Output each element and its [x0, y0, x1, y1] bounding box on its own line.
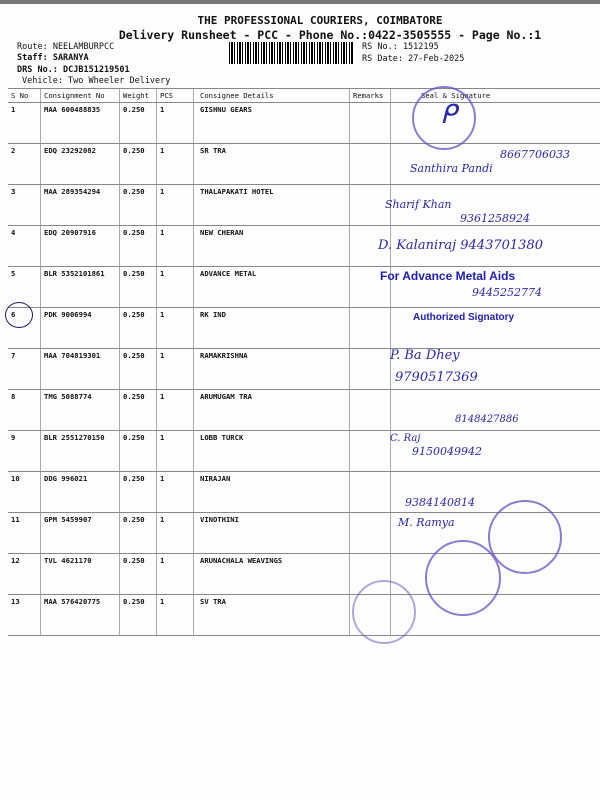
table-row	[8, 431, 600, 472]
row-remarks	[350, 144, 391, 185]
row-consignee: ARUMUGAM TRA	[194, 390, 350, 431]
row8-phone: 8148427886	[455, 414, 519, 425]
row9-name: C. Raj	[390, 433, 421, 444]
row-weight: 0.250	[120, 595, 157, 636]
row5-phone: 9445252774	[472, 286, 542, 299]
row-seal-signature	[391, 595, 600, 636]
row2-name: Santhira Pandi	[410, 162, 493, 175]
row-weight: 0.250	[120, 431, 157, 472]
row-sno: 5	[8, 267, 41, 308]
row-pcs: 1	[157, 513, 194, 554]
rs-number: RS No.: 1512195	[362, 42, 439, 52]
row-weight: 0.250	[120, 103, 157, 144]
row-consignee: RAMAKRISHNA	[194, 349, 350, 390]
runsheet-subtitle: Delivery Runsheet - PCC - Phone No.:0422-3505555 - Page No.:1	[118, 28, 542, 42]
advance-metal-stamp: For Advance Metal Aids	[380, 269, 516, 283]
row-weight: 0.250	[120, 554, 157, 595]
row-remarks	[350, 390, 391, 431]
drs-number: DRS No.: DCJB151219501	[17, 65, 130, 75]
row-weight: 0.250	[120, 513, 157, 554]
row-remarks	[350, 513, 391, 554]
col-pcs: PCS	[157, 89, 194, 103]
row-remarks	[350, 472, 391, 513]
col-sno: S No	[8, 89, 41, 103]
row-sno: 3	[8, 185, 41, 226]
row-pcs: 1	[157, 390, 194, 431]
row-consignment-no: TVL 4621170	[41, 554, 120, 595]
row-consignment-no: GPM 5459907	[41, 513, 120, 554]
row-consignee: RK IND	[194, 308, 350, 349]
row-consignment-no: BLR 2551270150	[41, 431, 120, 472]
col-weight: Weight	[120, 89, 157, 103]
row7-name: P. Ba Dhey	[390, 348, 460, 363]
row-sno: 2	[8, 144, 41, 185]
row-consignment-no: BLR 5352101861	[41, 267, 120, 308]
row-sno: 8	[8, 390, 41, 431]
row-sno: 6	[8, 308, 41, 349]
row-sno: 7	[8, 349, 41, 390]
table-header	[8, 89, 600, 103]
row-weight: 0.250	[120, 185, 157, 226]
row-consignment-no: PDK 9006994	[41, 308, 120, 349]
table-row	[8, 595, 600, 636]
row-consignee: SR TRA	[194, 144, 350, 185]
row-consignment-no: MAA 576420775	[41, 595, 120, 636]
row-remarks	[350, 308, 391, 349]
row-weight: 0.250	[120, 349, 157, 390]
table-row	[8, 103, 600, 144]
row-consignee: LOBB TURCK	[194, 431, 350, 472]
row-consignee: ARUNACHALA WEAVINGS	[194, 554, 350, 595]
row-pcs: 1	[157, 267, 194, 308]
vehicle: Vehicle: Two Wheeler Delivery	[22, 76, 171, 86]
row2-phone: 8667706033	[500, 148, 570, 161]
row-remarks	[350, 103, 391, 144]
row-sno: 12	[8, 554, 41, 595]
col-consignment: Consignment No	[41, 89, 120, 103]
row-sno: 9	[8, 431, 41, 472]
row10-phone: 9384140814	[405, 496, 475, 509]
row-sno: 11	[8, 513, 41, 554]
row-consignee: ADVANCE METAL	[194, 267, 350, 308]
row-consignment-no: EDQ 20907916	[41, 226, 120, 267]
row-consignee: VINOTHINI	[194, 513, 350, 554]
row-pcs: 1	[157, 144, 194, 185]
row-sno: 13	[8, 595, 41, 636]
row-weight: 0.250	[120, 144, 157, 185]
row-consignment-no: EDQ 23292082	[41, 144, 120, 185]
row-weight: 0.250	[120, 308, 157, 349]
row-pcs: 1	[157, 349, 194, 390]
authorized-signatory-stamp: Authorized Signatory	[413, 312, 515, 323]
route: Route: NEELAMBURPCC	[17, 42, 115, 52]
staff: Staff: SARANYA	[17, 53, 89, 63]
row-consignment-no: MAA 289354294	[41, 185, 120, 226]
row-remarks	[350, 349, 391, 390]
row-consignee: NIRAJAN	[194, 472, 350, 513]
company-title: THE PROFESSIONAL COURIERS, COIMBATORE	[197, 14, 443, 27]
row-pcs: 1	[157, 226, 194, 267]
row-consignee: THALAPAKATI HOTEL	[194, 185, 350, 226]
row-consignee: NEW CHERAN	[194, 226, 350, 267]
row3-phone: 9361258924	[460, 212, 530, 225]
row-consignment-no: TMG 5088774	[41, 390, 120, 431]
row-pcs: 1	[157, 472, 194, 513]
row-consignment-no: MAA 600488835	[41, 103, 120, 144]
row4-signature: D. Kalaniraj 9443701380	[378, 238, 543, 253]
row-pcs: 1	[157, 554, 194, 595]
col-consignee: Consignee Details	[194, 89, 350, 103]
row11-name: M. Ramya	[398, 516, 455, 529]
row-consignment-no: MAA 704819301	[41, 349, 120, 390]
col-remarks: Remarks	[350, 89, 391, 103]
row7-phone: 9790517369	[395, 370, 478, 385]
row-remarks	[350, 431, 391, 472]
row-pcs: 1	[157, 595, 194, 636]
row-sno: 10	[8, 472, 41, 513]
row-pcs: 1	[157, 308, 194, 349]
row13-seal	[352, 580, 416, 644]
row-consignment-no: DDG 996021	[41, 472, 120, 513]
row-weight: 0.250	[120, 390, 157, 431]
row3-name: Sharif Khan	[385, 198, 452, 211]
rs-date: RS Date: 27-Feb-2025	[362, 54, 465, 64]
row-sno: 4	[8, 226, 41, 267]
row1-signature: ᑭ	[440, 100, 457, 130]
barcode	[229, 42, 354, 64]
table-row	[8, 349, 600, 390]
row6-pen-circle	[5, 302, 33, 328]
row-weight: 0.250	[120, 267, 157, 308]
row-consignee: SV TRA	[194, 595, 350, 636]
row-pcs: 1	[157, 185, 194, 226]
row-sno: 1	[8, 103, 41, 144]
row-weight: 0.250	[120, 226, 157, 267]
row9-phone: 9150049942	[412, 445, 482, 458]
row-pcs: 1	[157, 103, 194, 144]
row-pcs: 1	[157, 431, 194, 472]
row-weight: 0.250	[120, 472, 157, 513]
row-consignee: GISHNU GEARS	[194, 103, 350, 144]
col-seal: Seal & Signature	[391, 89, 600, 103]
arunachala-weaving-mills-seal	[425, 540, 501, 616]
scan-edge	[0, 0, 600, 4]
college-seal	[488, 500, 562, 574]
